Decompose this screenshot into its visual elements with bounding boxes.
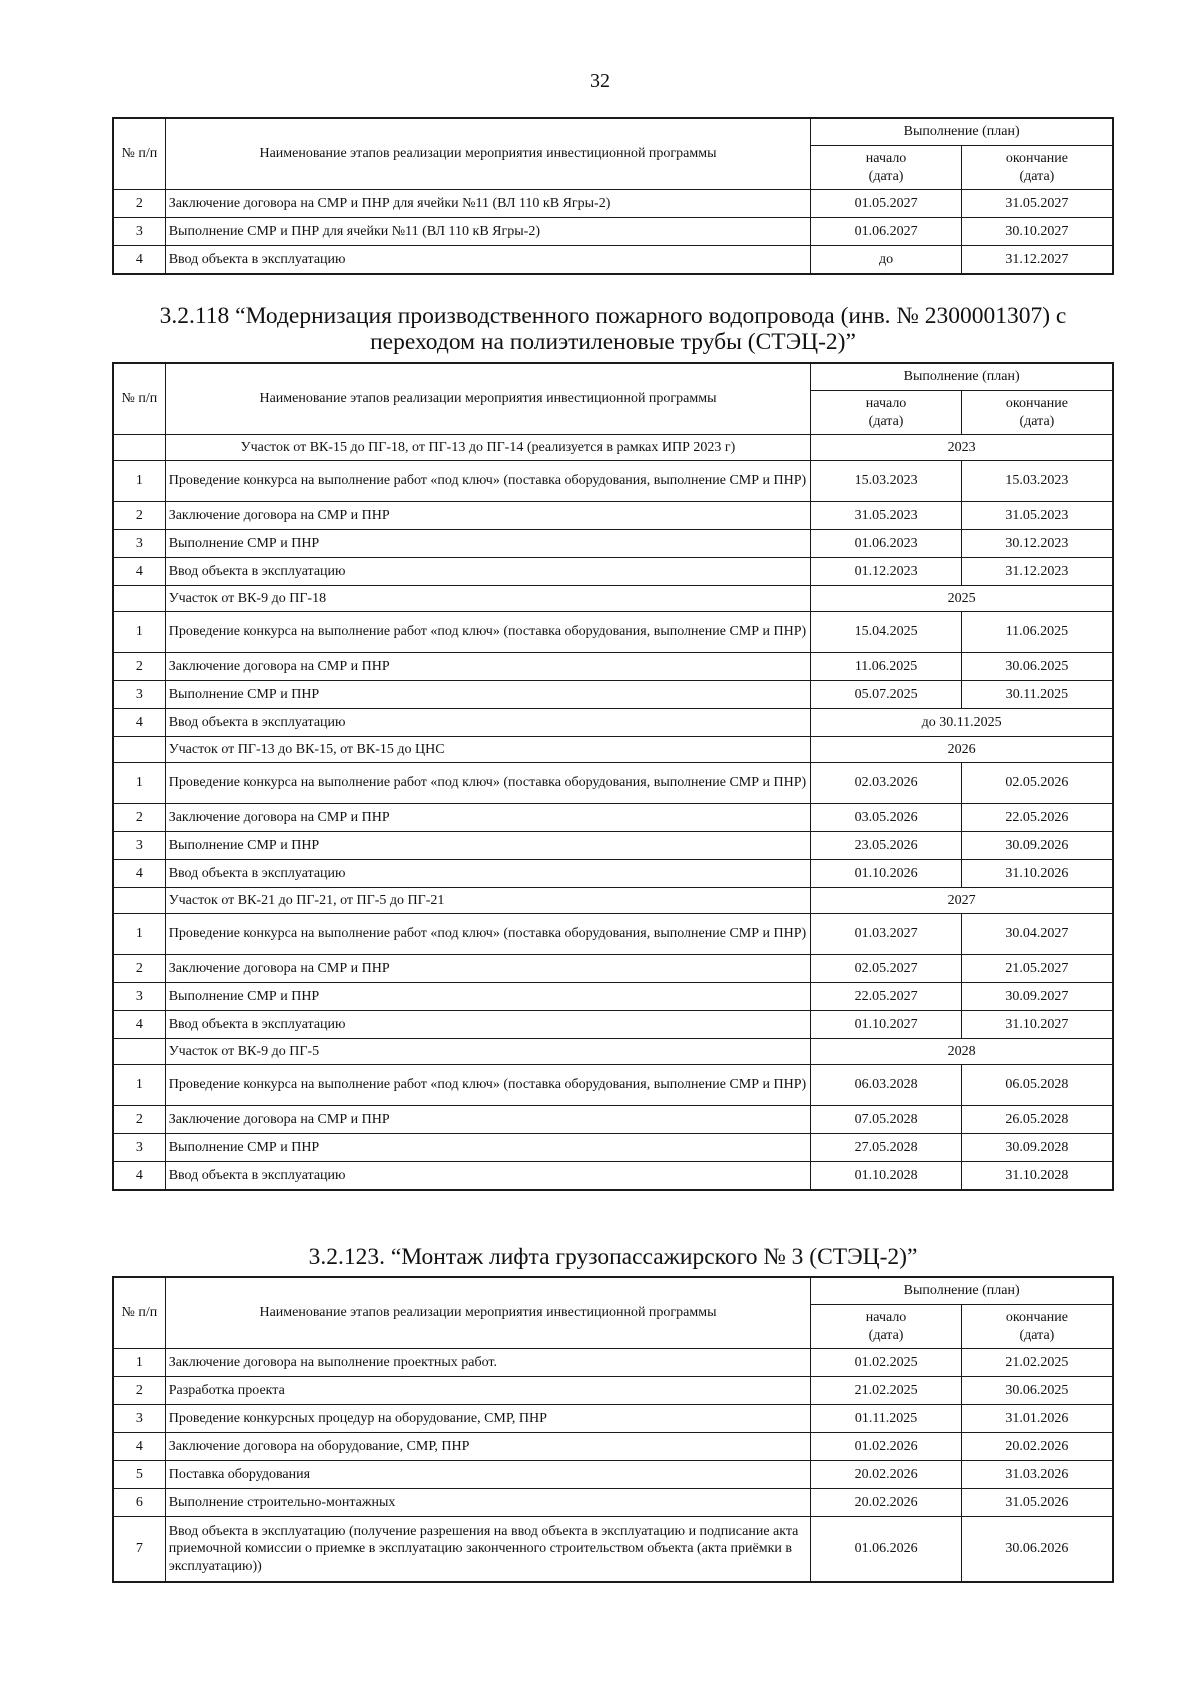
- start-date: 02.03.2026: [811, 763, 962, 804]
- end-date: 31.05.2027: [961, 190, 1113, 218]
- row-number: 5: [113, 1461, 165, 1489]
- header-start: начало (дата): [811, 1305, 962, 1349]
- end-date: 31.12.2027: [961, 246, 1113, 275]
- stage-name: Проведение конкурса на выполнение работ «под ключ» (поставка оборудования, выполнение СМР и ПНР): [165, 914, 811, 955]
- start-date: 23.05.2026: [811, 832, 962, 860]
- start-date: 01.03.2027: [811, 914, 962, 955]
- section-group-row: [113, 435, 1113, 461]
- start-date: 01.10.2027: [811, 1011, 962, 1039]
- end-date: 02.05.2026: [961, 763, 1113, 804]
- section-group-row: [113, 1039, 1113, 1065]
- start-date: 05.07.2025: [811, 681, 962, 709]
- section-group-year: 2025: [811, 586, 1113, 612]
- start-date: 01.02.2025: [811, 1349, 962, 1377]
- start-date: 01.05.2027: [811, 190, 962, 218]
- section-group-row: [113, 586, 1113, 612]
- start-date: 01.02.2026: [811, 1433, 962, 1461]
- start-date: 11.06.2025: [811, 653, 962, 681]
- start-date: 15.04.2025: [811, 612, 962, 653]
- stage-name: Выполнение СМР и ПНР для ячейки №11 (ВЛ 110 кВ Ягры-2): [165, 218, 811, 246]
- stage-name: Выполнение СМР и ПНР: [165, 681, 811, 709]
- start-date: 07.05.2028: [811, 1106, 962, 1134]
- table-row: [113, 709, 1113, 737]
- row-number: 6: [113, 1489, 165, 1517]
- end-date: 30.09.2026: [961, 832, 1113, 860]
- start-date: 01.10.2028: [811, 1162, 962, 1191]
- page-number: 32: [590, 70, 610, 92]
- end-date: 31.05.2023: [961, 502, 1113, 530]
- stage-name: Ввод объекта в эксплуатацию: [165, 709, 811, 737]
- stage-name: Ввод объекта в эксплуатацию: [165, 558, 811, 586]
- end-date: 21.02.2025: [961, 1349, 1113, 1377]
- stage-name: Заключение договора на СМР и ПНР: [165, 653, 811, 681]
- end-date: 31.10.2026: [961, 860, 1113, 888]
- table-row: [113, 612, 1113, 653]
- start-date: 01.06.2027: [811, 218, 962, 246]
- row-number: 7: [113, 1517, 165, 1583]
- end-date: 31.05.2026: [961, 1489, 1113, 1517]
- stage-name: Заключение договора на выполнение проектных работ.: [165, 1349, 811, 1377]
- start-date: до: [811, 246, 962, 275]
- end-date: 31.10.2028: [961, 1162, 1113, 1191]
- stage-name: Заключение договора на оборудование, СМР, ПНР: [165, 1433, 811, 1461]
- stage-name: Заключение договора на СМР и ПНР: [165, 955, 811, 983]
- row-number: 2: [113, 190, 165, 218]
- section-group-label: Участок от ПГ-13 до ВК-15, от ВК-15 до ЦНС: [165, 737, 811, 763]
- header-end: окончание (дата): [961, 391, 1113, 435]
- table-row: [113, 832, 1113, 860]
- row-number: 4: [113, 1162, 165, 1191]
- end-date: 06.05.2028: [961, 1065, 1113, 1106]
- table-row: [113, 1461, 1113, 1489]
- section-heading-3-2-123: 3.2.123. “Монтаж лифта грузопассажирского № 3 (СТЭЦ-2)”: [308, 1244, 918, 1270]
- section-group-row: [113, 737, 1113, 763]
- row-number: 4: [113, 860, 165, 888]
- empty-cell: [113, 737, 165, 763]
- table-row: [113, 955, 1113, 983]
- stage-name: Выполнение строительно-монтажных: [165, 1489, 811, 1517]
- table-row: [113, 1405, 1113, 1433]
- end-date: 22.05.2026: [961, 804, 1113, 832]
- row-number: 4: [113, 246, 165, 275]
- end-date: 31.03.2026: [961, 1461, 1113, 1489]
- table-row: [113, 653, 1113, 681]
- row-number: 1: [113, 1349, 165, 1377]
- stage-name: Заключение договора на СМР и ПНР: [165, 804, 811, 832]
- row-number: 3: [113, 832, 165, 860]
- stage-name: Выполнение СМР и ПНР: [165, 832, 811, 860]
- table-row: [113, 763, 1113, 804]
- row-number: 1: [113, 763, 165, 804]
- header-end: окончание (дата): [961, 146, 1113, 190]
- header-num: № п/п: [113, 1277, 165, 1349]
- stage-name: Ввод объекта в эксплуатацию: [165, 246, 811, 275]
- table-section-3-2-118: [112, 362, 1114, 1191]
- table-row: [113, 1011, 1113, 1039]
- row-number: 4: [113, 1433, 165, 1461]
- stage-name: Проведение конкурса на выполнение работ «под ключ» (поставка оборудования, выполнение СМР и ПНР): [165, 1065, 811, 1106]
- start-date: 22.05.2027: [811, 983, 962, 1011]
- table-row: [113, 218, 1113, 246]
- row-number: 2: [113, 1106, 165, 1134]
- stage-name: Проведение конкурса на выполнение работ «под ключ» (поставка оборудования, выполнение СМР и ПНР): [165, 763, 811, 804]
- section-group-year: 2023: [811, 435, 1113, 461]
- header-start: начало (дата): [811, 391, 962, 435]
- end-date: 11.06.2025: [961, 612, 1113, 653]
- row-number: 4: [113, 1011, 165, 1039]
- header-num: № п/п: [113, 118, 165, 190]
- table-row: [113, 1517, 1113, 1583]
- table-row: [113, 461, 1113, 502]
- stage-name: Выполнение СМР и ПНР: [165, 983, 811, 1011]
- stage-name: Проведение конкурса на выполнение работ «под ключ» (поставка оборудования, выполнение СМР и ПНР): [165, 612, 811, 653]
- start-date: 01.06.2026: [811, 1517, 962, 1583]
- row-number: 2: [113, 804, 165, 832]
- row-number: 3: [113, 1405, 165, 1433]
- row-number: 1: [113, 1065, 165, 1106]
- section-group-label: Участок от ВК-21 до ПГ-21, от ПГ-5 до ПГ-21: [165, 888, 811, 914]
- table-row: [113, 1065, 1113, 1106]
- stage-name: Заключение договора на СМР и ПНР: [165, 1106, 811, 1134]
- header-name: Наименование этапов реализации мероприятия инвестиционной программы: [165, 363, 811, 435]
- row-number: 4: [113, 558, 165, 586]
- table-row: [113, 530, 1113, 558]
- end-date: 30.04.2027: [961, 914, 1113, 955]
- section-group-year: 2026: [811, 737, 1113, 763]
- start-date: 27.05.2028: [811, 1134, 962, 1162]
- header-name: Наименование этапов реализации мероприятия инвестиционной программы: [165, 118, 811, 190]
- header-execution: Выполнение (план): [811, 118, 1113, 146]
- end-date: 15.03.2023: [961, 461, 1113, 502]
- table-row: [113, 1433, 1113, 1461]
- table-row: [113, 860, 1113, 888]
- stage-name: Ввод объекта в эксплуатацию (получение разрешения на ввод объекта в эксплуатацию и подписание акта приемочной комиссии о приемке в эксплуатацию законченного строительством объекта (акта приёмки в эксплуатацию)): [165, 1517, 811, 1583]
- start-date: 20.02.2026: [811, 1489, 962, 1517]
- end-date: 30.09.2028: [961, 1134, 1113, 1162]
- stage-name: Ввод объекта в эксплуатацию: [165, 860, 811, 888]
- row-number: 3: [113, 218, 165, 246]
- table-row: [113, 502, 1113, 530]
- stage-name: Разработка проекта: [165, 1377, 811, 1405]
- end-date: 31.12.2023: [961, 558, 1113, 586]
- table-row: [113, 558, 1113, 586]
- section-group-label: Участок от ВК-9 до ПГ-18: [165, 586, 811, 612]
- table-row: [113, 190, 1113, 218]
- row-number: 4: [113, 709, 165, 737]
- row-number: 1: [113, 914, 165, 955]
- end-date: 30.06.2025: [961, 653, 1113, 681]
- end-date: 30.06.2026: [961, 1517, 1113, 1583]
- section-group-year: 2027: [811, 888, 1113, 914]
- stage-name: Заключение договора на СМР и ПНР для ячейки №11 (ВЛ 110 кВ Ягры-2): [165, 190, 811, 218]
- row-number: 2: [113, 653, 165, 681]
- empty-cell: [113, 586, 165, 612]
- section-heading-3-2-118: 3.2.118 “Модернизация производственного пожарного водопровода (инв. № 2300001307) с переходом на полиэтиленовые трубы (СТЭЦ-2)”: [159, 303, 1067, 355]
- row-number: 3: [113, 1134, 165, 1162]
- stage-name: Ввод объекта в эксплуатацию: [165, 1162, 811, 1191]
- table-section-3-2-123: [112, 1276, 1114, 1583]
- start-date: 02.05.2027: [811, 955, 962, 983]
- table-row: [113, 1349, 1113, 1377]
- start-date: 01.12.2023: [811, 558, 962, 586]
- table-row: [113, 681, 1113, 709]
- start-date: 31.05.2023: [811, 502, 962, 530]
- table-row: [113, 1162, 1113, 1191]
- start-date: 15.03.2023: [811, 461, 962, 502]
- end-date: 20.02.2026: [961, 1433, 1113, 1461]
- table-row: [113, 914, 1113, 955]
- empty-cell: [113, 1039, 165, 1065]
- start-date: 01.11.2025: [811, 1405, 962, 1433]
- row-number: 3: [113, 681, 165, 709]
- start-date: 21.02.2025: [811, 1377, 962, 1405]
- end-date: 30.11.2025: [961, 681, 1113, 709]
- section-group-row: [113, 888, 1113, 914]
- table-row: [113, 1134, 1113, 1162]
- end-date: 31.01.2026: [961, 1405, 1113, 1433]
- table-row: [113, 1489, 1113, 1517]
- section-group-label: Участок от ВК-9 до ПГ-5: [165, 1039, 811, 1065]
- row-number: 2: [113, 1377, 165, 1405]
- header-execution: Выполнение (план): [811, 363, 1113, 391]
- end-date: 21.05.2027: [961, 955, 1113, 983]
- row-number: 2: [113, 955, 165, 983]
- section-group-year: 2028: [811, 1039, 1113, 1065]
- table-row: [113, 804, 1113, 832]
- empty-cell: [113, 435, 165, 461]
- row-number: 1: [113, 612, 165, 653]
- table-row: [113, 246, 1113, 275]
- end-date: 31.10.2027: [961, 1011, 1113, 1039]
- start-date: 20.02.2026: [811, 1461, 962, 1489]
- empty-cell: [113, 888, 165, 914]
- end-date: 30.09.2027: [961, 983, 1113, 1011]
- row-number: 2: [113, 502, 165, 530]
- header-num: № п/п: [113, 363, 165, 435]
- table-row: [113, 1106, 1113, 1134]
- stage-name: Проведение конкурсных процедур на оборудование, СМР, ПНР: [165, 1405, 811, 1433]
- start-date: 06.03.2028: [811, 1065, 962, 1106]
- row-number: 1: [113, 461, 165, 502]
- end-date: 30.10.2027: [961, 218, 1113, 246]
- stage-name: Заключение договора на СМР и ПНР: [165, 502, 811, 530]
- start-date: 03.05.2026: [811, 804, 962, 832]
- stage-name: Выполнение СМР и ПНР: [165, 530, 811, 558]
- header-end: окончание (дата): [961, 1305, 1113, 1349]
- end-date: 30.06.2025: [961, 1377, 1113, 1405]
- header-execution: Выполнение (план): [811, 1277, 1113, 1305]
- end-date: 30.12.2023: [961, 530, 1113, 558]
- header-start: начало (дата): [811, 146, 962, 190]
- merged-date: до 30.11.2025: [811, 709, 1113, 737]
- end-date: 26.05.2028: [961, 1106, 1113, 1134]
- table-continued: [112, 117, 1114, 275]
- start-date: 01.06.2023: [811, 530, 962, 558]
- table-row: [113, 1377, 1113, 1405]
- header-name: Наименование этапов реализации мероприятия инвестиционной программы: [165, 1277, 811, 1349]
- stage-name: Выполнение СМР и ПНР: [165, 1134, 811, 1162]
- start-date: 01.10.2026: [811, 860, 962, 888]
- row-number: 3: [113, 530, 165, 558]
- section-group-label: Участок от ВК-15 до ПГ-18, от ПГ-13 до ПГ-14 (реализуется в рамках ИПР 2023 г): [165, 435, 811, 461]
- stage-name: Поставка оборудования: [165, 1461, 811, 1489]
- row-number: 3: [113, 983, 165, 1011]
- table-row: [113, 983, 1113, 1011]
- stage-name: Проведение конкурса на выполнение работ «под ключ» (поставка оборудования, выполнение СМР и ПНР): [165, 461, 811, 502]
- stage-name: Ввод объекта в эксплуатацию: [165, 1011, 811, 1039]
